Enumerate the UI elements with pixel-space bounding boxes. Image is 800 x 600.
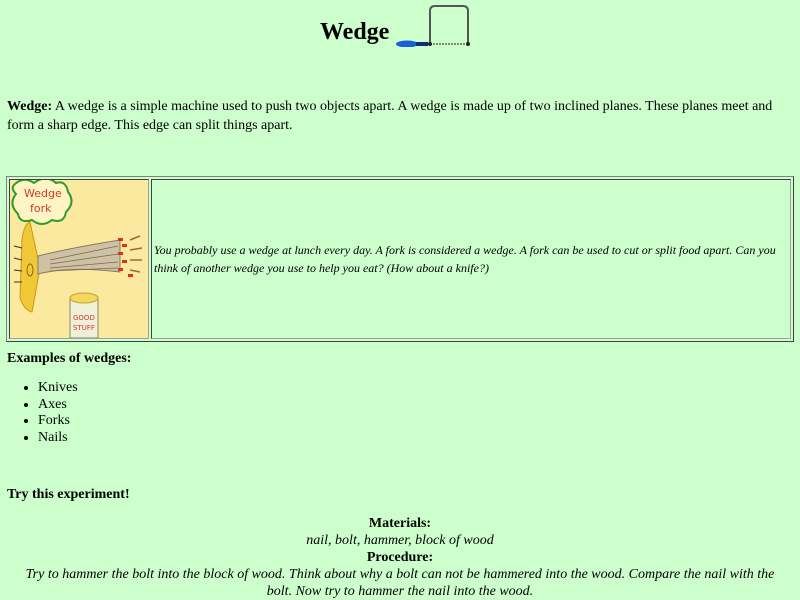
drawing-label-good: GOOD xyxy=(73,314,95,322)
materials-heading: Materials: xyxy=(368,516,432,531)
fork-table xyxy=(6,176,794,342)
fork-caption-cell xyxy=(151,179,791,339)
materials-text: nail, bolt, hammer, block of wood xyxy=(306,533,494,548)
drawing-label-stuff: STUFF xyxy=(73,324,95,332)
experiment-details xyxy=(0,515,800,600)
intro-text: A wedge is a simple machine used to push two objects apart. A wedge is made up of two inclined planes. These planes meet and form a sharp edge. This edge can split things apart. xyxy=(7,99,773,133)
fork-drawing-cell xyxy=(9,179,149,339)
fork-drawing xyxy=(10,180,148,338)
list-item: • Forks xyxy=(38,413,78,430)
list-item: • Axes xyxy=(38,397,78,414)
procedure-heading: Procedure: xyxy=(366,550,434,565)
list-item: • Knives xyxy=(38,380,78,397)
page-title: Wedge xyxy=(320,19,390,45)
procedure-text: Try to hammer the bolt into the block of wood. Think about why a bolt can not be hammered into the wood. Compare the nail with the bolt. Now try to hammer the nail into the wood. xyxy=(25,567,775,599)
title-row xyxy=(320,3,479,47)
coping-saw-icon xyxy=(395,3,479,47)
examples-list xyxy=(0,380,78,446)
drawing-label-fork: fork xyxy=(30,202,52,215)
drawing-label-wedge: Wedge xyxy=(24,187,62,200)
list-item: • Nails xyxy=(38,430,78,447)
intro-term: Wedge: xyxy=(7,99,53,114)
intro-paragraph xyxy=(7,97,793,135)
examples-heading: Examples of wedges: xyxy=(7,351,132,366)
experiment-heading: Try this experiment! xyxy=(7,487,130,502)
fork-caption: You probably use a wedge at lunch every day. A fork is considered a wedge. A fork can be used to cut or split food apart. Can you think of another wedge you use to help you eat? (How about a knife?) xyxy=(154,243,776,275)
